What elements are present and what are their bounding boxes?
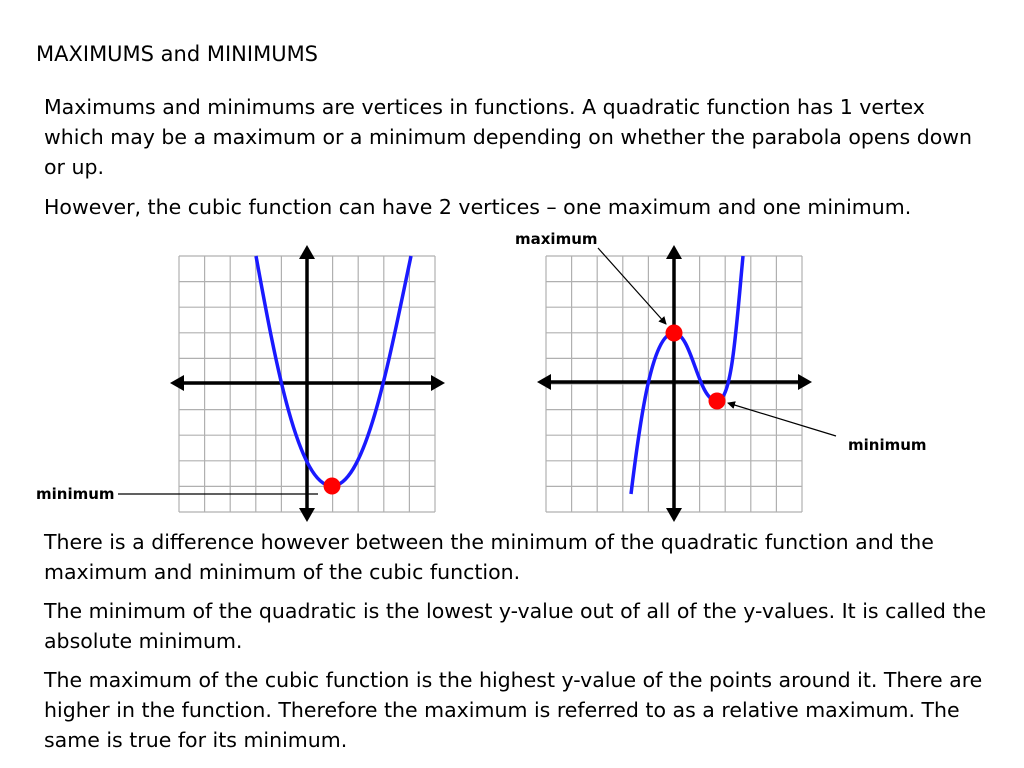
cubic-max-pointer [598,248,666,324]
page-title: MAXIMUMS and MINIMUMS [36,42,319,66]
relative-maximum-paragraph: The maximum of the cubic function is the highest y-value of the points around it. There are higher in the function. Therefore the maximum is referred to as a relative maximum. The same is true for its minimum. [44,668,983,752]
cubic-curve [631,256,743,494]
cubic-min-pointer [728,403,836,436]
cubic-minimum-point [709,393,726,410]
quadratic-minimum-point [324,478,341,495]
cubic-maximum-label: maximum [515,230,598,248]
parabola-curve [256,256,411,486]
cubic-maximum-point [666,325,683,342]
cubic-axes [537,245,812,522]
cubic-intro-paragraph: However, the cubic function can have 2 vertices – one maximum and one minimum. [44,195,912,219]
difference-paragraph: There is a difference however between the minimum of the quadratic function and the maximum and minimum of the cubic function. [44,530,934,584]
absolute-minimum-paragraph: The minimum of the quadratic is the lowest y-value out of all of the y-values. It is called the absolute minimum. [44,599,987,653]
quadratic-minimum-label: minimum [36,485,115,503]
quadratic-graph [118,245,445,522]
cubic-graph [537,245,836,522]
intro-paragraph: Maximums and minimums are vertices in functions. A quadratic function has 1 vertex which may be a maximum or a minimum depending on whether the parabola opens down or up. [44,95,973,179]
cubic-minimum-label: minimum [848,436,927,454]
